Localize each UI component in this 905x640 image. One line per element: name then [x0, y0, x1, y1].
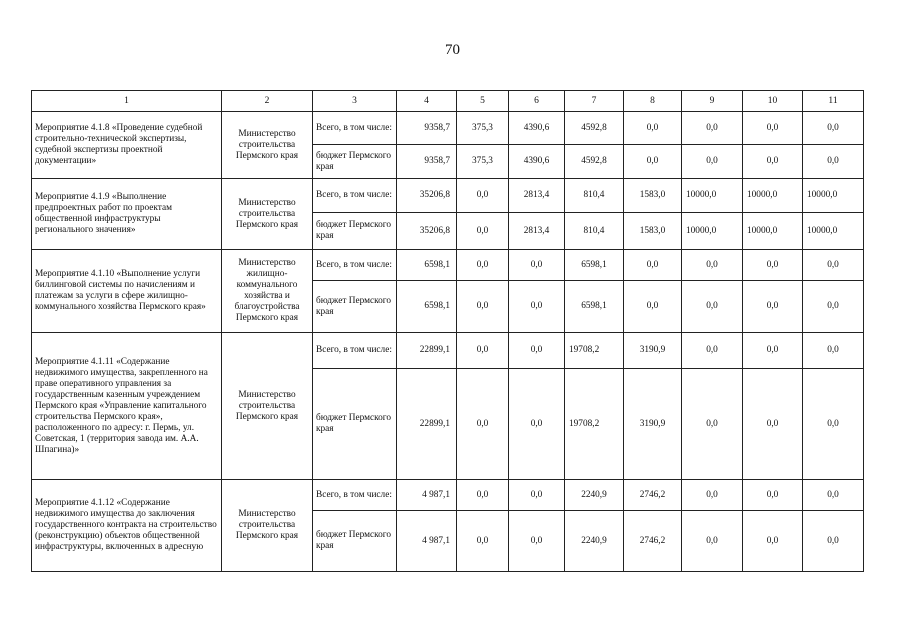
amount-cell: 4592,8: [565, 145, 624, 179]
amount-cell: 0,0: [457, 511, 509, 572]
measure-name: Мероприятие 4.1.8 «Проведение судебной строительно-технической экспертизы, судебной экспертизы проектной документации»: [32, 112, 222, 179]
amount-cell: 0,0: [743, 480, 803, 511]
amount-cell: 0,0: [803, 333, 864, 369]
amount-cell: 0,0: [743, 145, 803, 179]
column-header: 1: [32, 91, 222, 112]
table-row-total: [32, 250, 864, 281]
measure-name: Мероприятие 4.1.9 «Выполнение предпроектных работ по проектам общественной инфраструктуры регионального значения»: [32, 179, 222, 250]
column-header: 10: [743, 91, 803, 112]
amount-cell: 0,0: [457, 250, 509, 281]
amount-cell: 810,4: [565, 213, 624, 250]
amount-cell: 0,0: [624, 250, 682, 281]
amount-cell: 0,0: [509, 333, 565, 369]
column-header: 11: [803, 91, 864, 112]
amount-cell: 0,0: [624, 145, 682, 179]
measure-name: Мероприятие 4.1.12 «Содержание недвижимого имущества до заключения государственного контракта на строительство (реконструкцию) объектов общественной инфраструктуры, включенных в адресную: [32, 480, 222, 572]
funding-source: бюджет Пермского края: [313, 369, 397, 480]
measure-name: Мероприятие 4.1.11 «Содержание недвижимого имущества, закрепленного на праве оперативного управления за государственным казенным учреждением Пермского края «Управление капитального строительства Пермского края», расположенного по адресу: г. Пермь, ул. Советская, 1 (территория завода им. А.А. Шпагина)»: [32, 333, 222, 480]
responsible-ministry: Министерство строительства Пермского края: [222, 112, 313, 179]
column-header: 2: [222, 91, 313, 112]
column-header: 4: [397, 91, 457, 112]
amount-cell: 0,0: [457, 281, 509, 333]
table-row-total: [32, 112, 864, 145]
amount-cell: 22899,1: [397, 333, 457, 369]
amount-cell: 9358,7: [397, 112, 457, 145]
amount-cell: 0,0: [803, 281, 864, 333]
amount-cell: 0,0: [624, 112, 682, 145]
amount-cell: 10000,0: [803, 213, 864, 250]
amount-cell: 19708,2: [565, 333, 624, 369]
amount-cell: 3190,9: [624, 369, 682, 480]
table-row-total: [32, 333, 864, 369]
amount-cell: 1583,0: [624, 179, 682, 213]
amount-cell: 0,0: [682, 281, 743, 333]
amount-cell: 6598,1: [397, 281, 457, 333]
amount-cell: 0,0: [682, 250, 743, 281]
table-row-total: [32, 480, 864, 511]
funding-source: бюджет Пермского края: [313, 213, 397, 250]
amount-cell: 3190,9: [624, 333, 682, 369]
amount-cell: 0,0: [682, 112, 743, 145]
amount-cell: 0,0: [803, 145, 864, 179]
amount-cell: 0,0: [803, 480, 864, 511]
amount-cell: 4 987,1: [397, 511, 457, 572]
amount-cell: 0,0: [457, 179, 509, 213]
amount-cell: 375,3: [457, 112, 509, 145]
responsible-ministry: Министерство строительства Пермского края: [222, 480, 313, 572]
amount-cell: 0,0: [803, 112, 864, 145]
amount-cell: 0,0: [509, 369, 565, 480]
measure-name: Мероприятие 4.1.10 «Выполнение услуги биллинговой системы по начислениям и платежам за услуги в сфере жилищно-коммунального хозяйства Пермского края»: [32, 250, 222, 333]
amount-cell: 0,0: [743, 511, 803, 572]
responsible-ministry: Министерство строительства Пермского края: [222, 179, 313, 250]
amount-cell: 10000,0: [743, 179, 803, 213]
amount-cell: 2746,2: [624, 480, 682, 511]
funding-source: бюджет Пермского края: [313, 511, 397, 572]
amount-cell: 1583,0: [624, 213, 682, 250]
amount-cell: 2813,4: [509, 213, 565, 250]
header-row: [32, 91, 864, 112]
amount-cell: 6598,1: [397, 250, 457, 281]
column-header: 7: [565, 91, 624, 112]
amount-cell: 0,0: [682, 480, 743, 511]
amount-cell: 35206,8: [397, 213, 457, 250]
amount-cell: 0,0: [803, 511, 864, 572]
amount-cell: 4390,6: [509, 112, 565, 145]
amount-cell: 2240,9: [565, 480, 624, 511]
responsible-ministry: Министерство жилищно-коммунального хозяйства и благоустройства Пермского края: [222, 250, 313, 333]
amount-cell: 10000,0: [743, 213, 803, 250]
amount-cell: 0,0: [682, 511, 743, 572]
funding-source: Всего, в том числе:: [313, 179, 397, 213]
amount-cell: 0,0: [682, 333, 743, 369]
column-header: 6: [509, 91, 565, 112]
funding-source: Всего, в том числе:: [313, 112, 397, 145]
funding-source: Всего, в том числе:: [313, 250, 397, 281]
amount-cell: 0,0: [457, 369, 509, 480]
amount-cell: 0,0: [743, 112, 803, 145]
amount-cell: 0,0: [457, 480, 509, 511]
amount-cell: 375,3: [457, 145, 509, 179]
amount-cell: 19708,2: [565, 369, 624, 480]
amount-cell: 0,0: [509, 480, 565, 511]
amount-cell: 2240,9: [565, 511, 624, 572]
amount-cell: 810,4: [565, 179, 624, 213]
funding-source: бюджет Пермского края: [313, 145, 397, 179]
amount-cell: 22899,1: [397, 369, 457, 480]
amount-cell: 0,0: [509, 250, 565, 281]
amount-cell: 0,0: [682, 145, 743, 179]
amount-cell: 35206,8: [397, 179, 457, 213]
amount-cell: 6598,1: [565, 281, 624, 333]
amount-cell: 0,0: [803, 369, 864, 480]
amount-cell: 0,0: [457, 333, 509, 369]
amount-cell: 0,0: [509, 281, 565, 333]
amount-cell: 0,0: [803, 250, 864, 281]
column-header: 3: [313, 91, 397, 112]
table-body: [32, 112, 864, 572]
responsible-ministry: Министерство строительства Пермского края: [222, 333, 313, 480]
amount-cell: 4 987,1: [397, 480, 457, 511]
funding-source: Всего, в том числе:: [313, 333, 397, 369]
amount-cell: 4390,6: [509, 145, 565, 179]
financing-table: [31, 90, 864, 572]
amount-cell: 0,0: [743, 281, 803, 333]
column-header: 5: [457, 91, 509, 112]
amount-cell: 0,0: [509, 511, 565, 572]
page-number: 70: [445, 42, 460, 58]
funding-source: Всего, в том числе:: [313, 480, 397, 511]
amount-cell: 6598,1: [565, 250, 624, 281]
amount-cell: 0,0: [743, 250, 803, 281]
column-header: 8: [624, 91, 682, 112]
amount-cell: 0,0: [743, 369, 803, 480]
amount-cell: 0,0: [682, 369, 743, 480]
amount-cell: 2813,4: [509, 179, 565, 213]
amount-cell: 0,0: [457, 213, 509, 250]
amount-cell: 10000,0: [682, 213, 743, 250]
amount-cell: 9358,7: [397, 145, 457, 179]
amount-cell: 0,0: [624, 281, 682, 333]
amount-cell: 10000,0: [682, 179, 743, 213]
amount-cell: 0,0: [743, 333, 803, 369]
amount-cell: 4592,8: [565, 112, 624, 145]
amount-cell: 2746,2: [624, 511, 682, 572]
funding-source: бюджет Пермского края: [313, 281, 397, 333]
table-row-total: [32, 179, 864, 213]
amount-cell: 10000,0: [803, 179, 864, 213]
column-header: 9: [682, 91, 743, 112]
